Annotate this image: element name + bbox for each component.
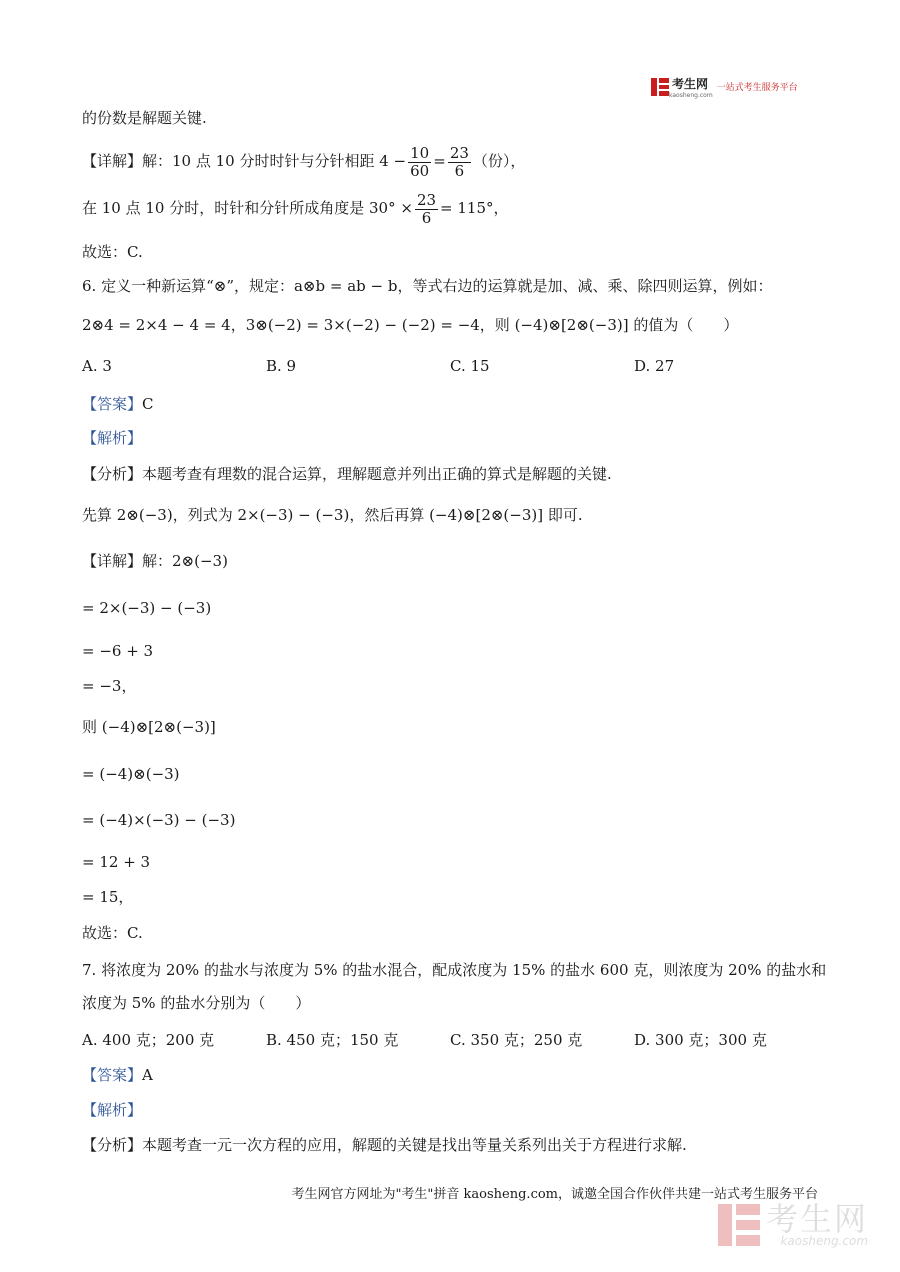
header-logo — [651, 74, 798, 99]
watermark — [718, 1200, 869, 1248]
fraction-denominator: 60 — [410, 161, 430, 180]
fraction-denominator: 6 — [421, 208, 432, 227]
q6-xian: 先算 2⊗(−3)，列式为 2×(−3) − (−3)，然后再算 (−4)⊗[2⊗(−3)] 即可. — [82, 506, 583, 524]
answer-value: A — [142, 1066, 153, 1084]
prev-line-2-tail: （份）， — [472, 152, 526, 170]
q6-step: 故选：C. — [82, 924, 143, 942]
answer-tag: 【答案】 — [82, 1066, 143, 1084]
prev-line-1: 的份数是解题关键. — [82, 109, 207, 127]
q6-answer — [82, 394, 154, 414]
logo-slogan: 一站式考生服务平台 — [716, 83, 798, 93]
q6-step: = (−4)×(−3) − (−3) — [82, 811, 236, 829]
q6-step: = −3， — [82, 677, 137, 695]
watermark-name: 考生网 — [766, 1200, 869, 1238]
equals-sign: = — [433, 152, 446, 170]
q7-fenxi: 【分析】本题考查一元一次方程的应用，解题的关键是找出等量关系列出关于方程进行求解. — [82, 1136, 687, 1154]
logo-name: 考生网 — [672, 77, 709, 91]
prev-line-2 — [82, 141, 525, 181]
q6-analysis-tag: 【解析】 — [82, 429, 143, 447]
prev-line-4: 故选：C. — [82, 243, 143, 261]
fraction — [408, 145, 431, 180]
fraction-numerator: 23 — [416, 190, 437, 209]
q7-stem-line-2: 浓度为 5% 的盐水分别为（ ） — [82, 994, 311, 1012]
q7-answer — [82, 1065, 153, 1085]
q6-step: = (−4)⊗(−3) — [82, 765, 180, 783]
q6-option-d: D. 27 — [634, 357, 675, 375]
q7-analysis-tag: 【解析】 — [82, 1101, 143, 1119]
q6-step: = 12 + 3 — [82, 853, 151, 871]
q7-option-a: A. 400 克；200 克 — [82, 1031, 215, 1049]
kaosheng-watermark-icon — [718, 1204, 760, 1246]
logo-domain: kaosheng.com — [669, 92, 713, 99]
prev-line-3-text: 在 10 点 10 分时，时针和分针所成角度是 30° × — [82, 199, 413, 217]
q7-stem-line-1: 7. 将浓度为 20% 的盐水与浓度为 5% 的盐水混合，配成浓度为 15% 的盐水 600 克，则浓度为 20% 的盐水和 — [82, 961, 827, 979]
q6-stem-line-1: 6. 定义一种新运算“⊗”，规定：a⊗b = ab − b，等式右边的运算就是加、减、乘、除四则运算，例如： — [82, 277, 773, 295]
q6-option-a: A. 3 — [82, 357, 112, 375]
fraction — [448, 145, 471, 180]
watermark-domain: kaosheng.com — [780, 1234, 869, 1248]
q6-step: 则 (−4)⊗[2⊗(−3)] — [82, 718, 216, 736]
answer-tag: 【答案】 — [82, 395, 143, 413]
q7-option-c: C. 350 克；250 克 — [450, 1031, 583, 1049]
logo-text — [669, 74, 713, 99]
fraction-numerator: 10 — [410, 143, 430, 162]
q6-step: = 2×(−3) − (−3) — [82, 599, 212, 617]
kaosheng-logo-icon — [651, 78, 669, 96]
watermark-text — [760, 1200, 869, 1248]
fraction-numerator: 23 — [449, 143, 469, 162]
fraction-denominator: 6 — [454, 161, 465, 180]
q6-stem-line-2: 2⊗4 = 2×4 − 4 = 4，3⊗(−2) = 3×(−2) − (−2) = −4，则 (−4)⊗[2⊗(−3)] 的值为（ ） — [82, 316, 739, 334]
q6-step: = −6 + 3 — [82, 642, 154, 660]
q6-option-c: C. 15 — [450, 357, 490, 375]
q7-option-b: B. 450 克；150 克 — [266, 1031, 399, 1049]
q6-step: = 15， — [82, 888, 134, 906]
prev-line-3 — [82, 188, 509, 228]
answer-value: C — [142, 395, 154, 413]
q6-option-b: B. 9 — [266, 357, 297, 375]
q7-option-d: D. 300 克；300 克 — [634, 1031, 767, 1049]
fraction — [415, 192, 438, 227]
prev-line-3-tail: = 115°， — [440, 199, 509, 217]
prev-line-2-text: 【详解】解：10 点 10 分时时针与分针相距 4 − — [82, 152, 407, 170]
footer-text: 考生网官方网址为"考生"拼音 kaosheng.com，诚邀全国合作伙伴共建一站式考生服务平台 — [291, 1187, 818, 1202]
q6-fenxi: 【分析】本题考查有理数的混合运算，理解题意并列出正确的算式是解题的关键. — [82, 465, 612, 483]
q6-step: 【详解】解：2⊗(−3) — [82, 552, 228, 570]
